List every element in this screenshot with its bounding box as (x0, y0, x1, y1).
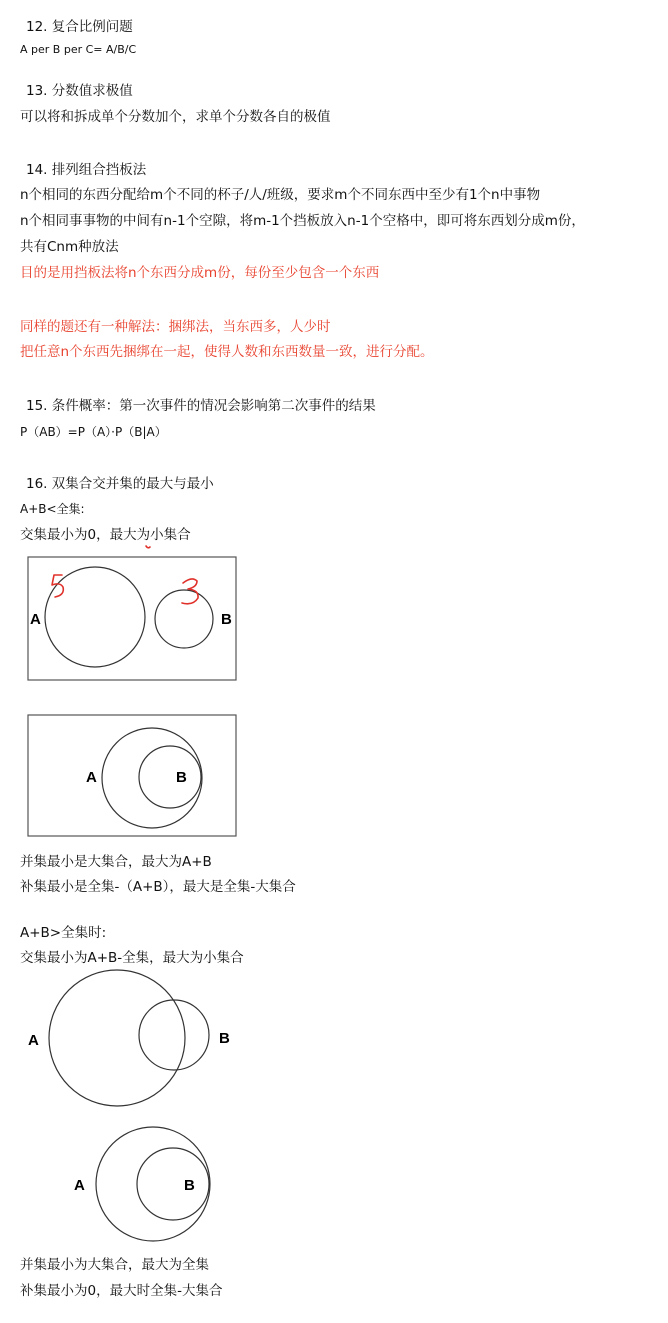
section-16-heading: 16. 双集合交并集的最大与最小 (26, 476, 214, 492)
set-a-label: A (30, 611, 41, 628)
set-b-circle (137, 1148, 209, 1220)
set-a-circle (49, 970, 185, 1106)
handwritten-mark (146, 546, 150, 548)
set-a-label: A (74, 1177, 85, 1194)
case-1-intersection: 交集最小为0，最大为小集合 (20, 527, 191, 543)
case-2-union: 并集最小为大集合，最大为全集 (20, 1257, 209, 1273)
set-b-circle (139, 746, 201, 808)
case-1-title: A+B<全集: (20, 502, 85, 516)
section-14-heading: 14. 排列组合挡板法 (26, 162, 147, 178)
section-14-line-2: n个相同事事物的中间有n-1个空隙，将m-1个挡板放入n-1个空格中，即可将东西划分成m份， (20, 213, 585, 229)
set-b-circle (155, 590, 213, 648)
section-12-heading: 12. 复合比例问题 (26, 19, 133, 35)
set-b-label: B (176, 769, 187, 786)
section-15-heading: 15. 条件概率：第一次事件的情况会影响第二次事件的结果 (26, 398, 376, 414)
set-a-label: A (86, 769, 97, 786)
set-b-label: B (184, 1177, 195, 1194)
set-a-circle (102, 728, 202, 828)
section-14-red-note-3: 把任意n个东西先捆绑在一起，使得人数和东西数量一致，进行分配。 (20, 344, 434, 360)
section-14-line-1: n个相同的东西分配给m个不同的杯子/人/班级，要求m个不同东西中至少有1个n中事物 (20, 187, 541, 203)
case-2-title: A+B>全集时: (20, 925, 107, 941)
set-b-label: B (221, 611, 232, 628)
universe-box (28, 715, 236, 836)
venn-diagram-subset (0, 1128, 260, 1240)
venn-diagram-subset-boxed (0, 712, 260, 842)
set-a-circle (45, 567, 145, 667)
case-2-complement: 补集最小为0，最大时全集-大集合 (20, 1283, 223, 1299)
case-1-complement: 补集最小是全集-（A+B），最大是全集-大集合 (20, 879, 296, 895)
section-14-red-note-2: 同样的题还有一种解法：捆绑法，当东西多，人少时 (20, 319, 331, 335)
venn-diagram-disjoint (0, 540, 260, 690)
case-2-intersection: 交集最小为A+B-全集，最大为小集合 (20, 950, 244, 966)
case-1-union: 并集最小是大集合，最大为A+B (20, 854, 212, 870)
section-14-line-3: 共有Cnm种放法 (20, 239, 119, 255)
set-b-circle (139, 1000, 209, 1070)
section-12-formula: A per B per C= A/B/C (20, 43, 137, 56)
section-15-formula: P（AB）=P（A）·P（B|A） (20, 425, 167, 439)
section-13-heading: 13. 分数值求极值 (26, 83, 133, 99)
set-b-label: B (219, 1030, 230, 1047)
section-14-red-note-1: 目的是用挡板法将n个东西分成m份，每份至少包含一个东西 (20, 265, 380, 281)
set-a-label: A (28, 1032, 39, 1049)
handwritten-number-a (52, 575, 63, 597)
venn-diagram-overlap (0, 974, 260, 1104)
handwritten-number-b (182, 579, 198, 604)
section-13-text: 可以将和拆成单个分数加个，求单个分数各自的极值 (20, 109, 331, 125)
